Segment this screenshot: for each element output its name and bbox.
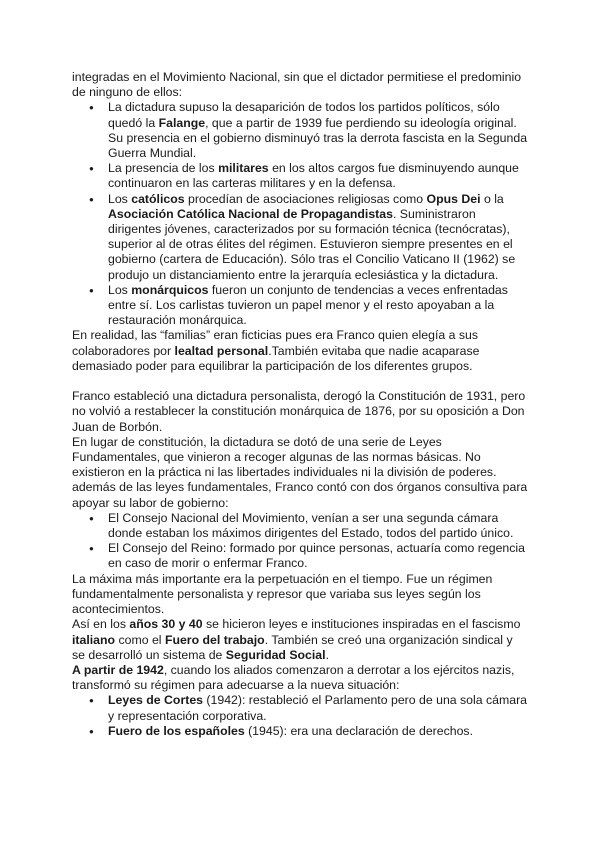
list-item-consejo-reino: ● El Consejo del Reino: formado por quince personas, actuaría como regencia en caso de morir o enfermar Franco. xyxy=(108,541,528,571)
families-list xyxy=(72,100,528,328)
list-item-consejo-nacional: ● El Consejo Nacional del Movimiento, venían a ser una segunda cámara donde estaban los máximos dirigentes del Estado, todos del partido único. xyxy=(108,511,528,541)
list-item-monarquicos: ● Los monárquicos fueron un conjunto de tendencias a veces enfrentadas entre sí. Los carlistas tuvieron un papel menor y el resto apoyaban a la restauración monárquica. xyxy=(108,283,528,329)
list-item-fuero-espanoles: ● Fuero de los españoles (1945): era una declaración de derechos. xyxy=(108,724,528,739)
list-item-falange: ● La dictadura supuso la desaparición de todos los partidos políticos, sólo quedó la Falange, que a partir de 1939 fue perdiendo su ideología original. Su presencia en el gobierno disminuyó tras la derrota fascista en la Segunda Guerra Mundial. xyxy=(108,100,528,161)
franco-paragraph: Franco estableció una dictadura personalista, derogó la Constitución de 1931, pero no volvió a restablecer la constitución monárquica de 1876, por su oposición a Don Juan de Borbón. xyxy=(72,389,526,434)
intro-paragraph: integradas en el Movimiento Nacional, sin que el dictador permitiese el predominio de ninguno de ellos: xyxy=(72,70,522,100)
anos-30-40-paragraph: Así en los años 30 y 40 se hicieron leyes e instituciones inspiradas en el fascismo italiano como el Fuero del trabajo. También se creó una organización sindical y se desarrolló un sistema de Seguridad Social. xyxy=(72,617,521,662)
partir-1942-paragraph: A partir de 1942, cuando los aliados comenzaron a derrotar a los ejércitos nazis, transformó su régimen para adecuarse a la nueva situación: xyxy=(72,662,515,693)
list-item-leyes-cortes: ● Leyes de Cortes (1942): restableció el Parlamento pero de una sola cámara y representación corporativa. xyxy=(108,693,528,723)
leyes-fundamentales-paragraph: En lugar de constitución, la dictadura se dotó de una serie de Leyes Fundamentales, que vinieron a recoger algunas de las normas básicas. No existieron en la práctica ni las libertades individuales ni la división de poderes. además de las leyes fundamentales, Franco contó con dos órganos consultiva para apoyar su labor de gobierno: xyxy=(72,434,528,510)
maxima-paragraph: La máxima más importante era la perpetuación en el tiempo. Fue un régimen fundamentalmente personalista y represor que variaba sus leyes según los acontecimientos. xyxy=(72,571,493,617)
blank-line xyxy=(72,374,528,389)
realidad-paragraph: En realidad, las “familias” eran ficticias pues era Franco quien elegía a sus colaboradores por lealtad personal.También evitaba que nadie acaparase demasiado poder para equilibrar la participación de los diferentes grupos. xyxy=(72,328,480,373)
organos-list xyxy=(72,511,528,572)
list-item-catolicos: ● Los católicos procedían de asociaciones religiosas como Opus Dei o la Asociación Católica Nacional de Propagandistas. Suministraron dirigentes jóvenes, caracterizados por su formación técnica (tecnócratas), superior al de otras élites del régimen. Estuvieron siempre presentes en el gobierno (cartera de Educación). Sólo tras el Concilio Vaticano II (1962) se produjo un distanciamiento entre la jerarquía eclesiástica y la dictadura. xyxy=(108,192,528,283)
list-item-militares: ● La presencia de los militares en los altos cargos fue disminuyendo aunque continuaron en las carteras militares y en la defensa. xyxy=(108,161,528,191)
leyes-1942-list xyxy=(72,693,528,739)
